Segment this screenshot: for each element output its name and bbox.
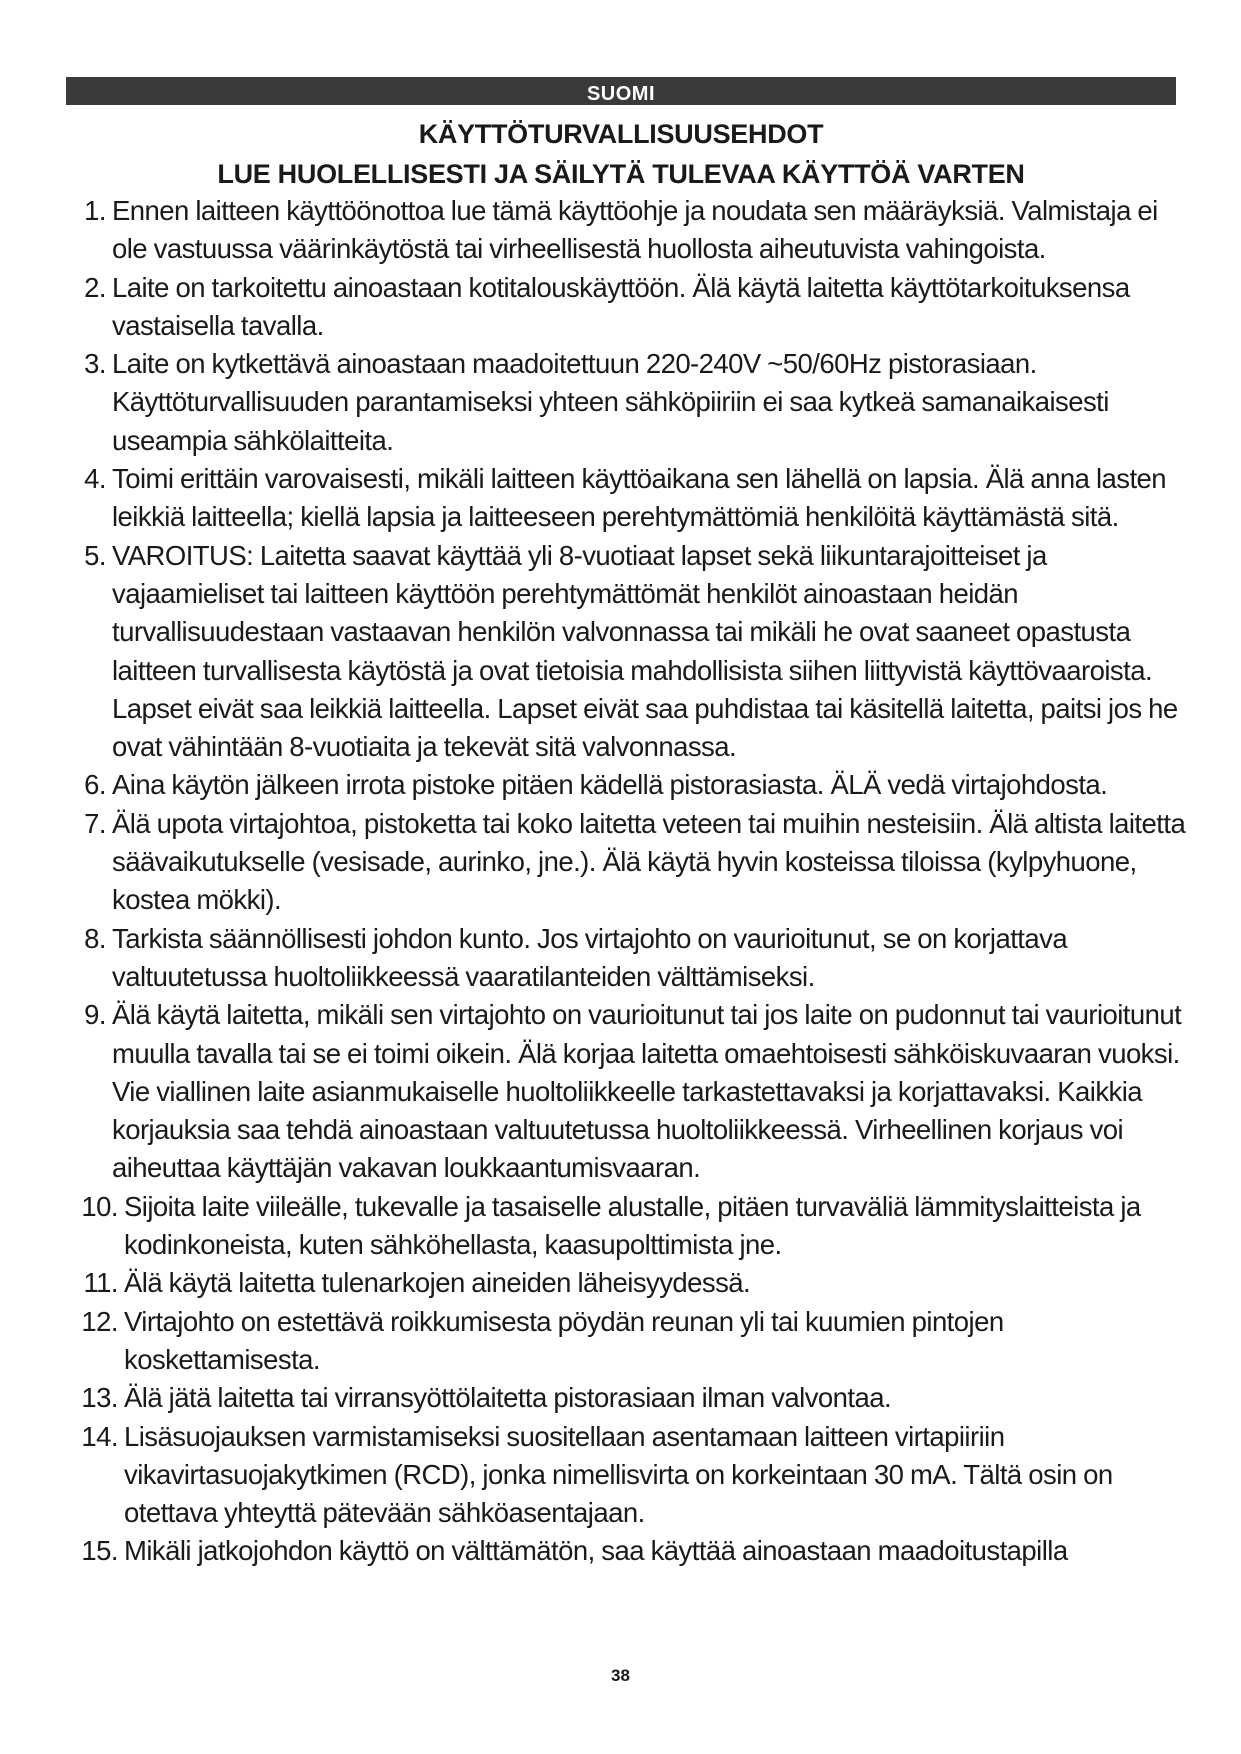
list-item — [66, 345, 1196, 460]
item-number: 5. — [84, 539, 106, 571]
list-item — [66, 766, 1196, 804]
item-number: 9. — [84, 999, 106, 1031]
item-number: 3. — [84, 348, 106, 380]
item-text: Laite on tarkoitettu ainoastaan kotitalouskäyttöön. Älä käytä laitetta käyttötarkoituksensa vastaisella tavalla. — [112, 271, 1130, 341]
item-text: Älä käytä laitetta tulenarkojen aineiden läheisyydessä. — [124, 1267, 751, 1299]
item-number: 2. — [84, 271, 106, 303]
item-number: 15. — [81, 1535, 118, 1567]
list-item — [66, 1418, 1196, 1533]
item-text: Toimi erittäin varovaisesti, mikäli laitteen käyttöaikana sen lähellä on lapsia. Älä anna lasten leikkiä laitteella; kiellä lapsia ja laitteeseen perehtymättömiä henkilöitä käyttämästä sitä. — [112, 463, 1167, 533]
list-item — [66, 996, 1196, 1187]
list-item — [66, 1188, 1196, 1265]
item-text: Älä upota virtajohtoa, pistoketta tai koko laitetta veteen tai muihin nesteisiin. Älä altista laitetta säävaikutukselle (vesisade, aurinko, jne.). Älä käytä hyvin kosteissa tiloissa (kylpyhuone, kostea mökki). — [112, 807, 1186, 916]
item-number: 4. — [84, 463, 106, 495]
list-item — [66, 805, 1196, 920]
safety-instructions-list — [66, 192, 1196, 1571]
list-item — [66, 460, 1196, 537]
item-number: 8. — [84, 922, 106, 954]
item-number: 7. — [84, 807, 106, 839]
item-text: Tarkista säännöllisesti johdon kunto. Jos virtajohto on vaurioitunut, se on korjattava valtuutetussa huoltoliikkeessä vaaratilanteiden välttämiseksi. — [112, 922, 1068, 992]
item-text: Mikäli jatkojohdon käyttö on välttämätön, saa käyttää ainoastaan maadoitustapilla — [124, 1535, 1068, 1567]
page-subtitle: LUE HUOLELLISESTI JA SÄILYTÄ TULEVAA KÄYTTÖÄ VARTEN — [217, 159, 1025, 189]
list-item — [66, 537, 1196, 767]
item-text: Aina käytön jälkeen irrota pistoke pitäen kädellä pistorasiasta. ÄLÄ vedä virtajohdosta. — [112, 769, 1108, 801]
item-text: Sijoita laite viileälle, tukevalle ja tasaiselle alustalle, pitäen turvaväliä lämmityslaitteista ja kodinkoneista, kuten sähköhellasta, kaasupolttimista jne. — [124, 1190, 1141, 1261]
item-text: Virtajohto on estettävä roikkumisesta pöydän reunan yli tai kuumien pintojen koskettamisesta. — [124, 1305, 1004, 1375]
item-number: 12. — [81, 1305, 118, 1337]
list-item — [66, 1532, 1196, 1570]
item-text: Älä jätä laitetta tai virransyöttölaitetta pistorasiaan ilman valvontaa. — [124, 1382, 892, 1414]
item-number: 10. — [81, 1190, 118, 1222]
language-header-bar: SUOMI — [66, 77, 1176, 105]
item-number: 6. — [84, 769, 106, 801]
item-text: Laite on kytkettävä ainoastaan maadoitettuun 220-240V ~50/60Hz pistorasiaan. Käyttöturvallisuuden parantamiseksi yhteen sähköpiiriin ei saa kytkeä samanaikaisesti useampia sähkölaitteita. — [112, 348, 1109, 456]
page-number: 38 — [611, 1666, 630, 1685]
item-text: Älä käytä laitetta, mikäli sen virtajohto on vaurioitunut tai jos laite on pudonnut tai vaurioitunut muulla tavalla tai se ei toimi oikein. Älä korjaa laitetta omaehtoisesti sähköiskuvaaran vuoksi. Vie viallinen laite asianmukaiselle huoltoliikkeelle tarkastettavaksi ja korjattavaksi. Kaikkia korjauksia saa tehdä ainoastaan valtuutetussa huoltoliikkeessä. Virheellinen korjaus voi aiheuttaa käyttäjän vakavan loukkaantumisvaaran. — [112, 999, 1182, 1184]
page-title: KÄYTTÖTURVALLISUUSEHDOT — [418, 119, 824, 149]
list-item — [66, 920, 1196, 997]
item-number: 1. — [84, 195, 106, 226]
item-number: 11. — [83, 1267, 118, 1299]
list-item — [66, 1379, 1196, 1417]
item-number: 14. — [81, 1420, 118, 1452]
item-text: Lisäsuojauksen varmistamiseksi suositellaan asentamaan laitteen virtapiiriin vikavirtasuojakytkimen (RCD), jonka nimellisvirta on korkeintaan 30 mA. Tältä osin on otettava yhteyttä pätevään sähköasentajaan. — [124, 1420, 1113, 1529]
item-text: VAROITUS: Laitetta saavat käyttää yli 8-vuotiaat lapset sekä liikuntarajoitteiset ja vajaamieliset tai laitteen käyttöön perehtymättömät henkilöt ainoastaan heidän turvallisuudestaan vastaavan henkilön valvonnassa tai mikäli he ovat saaneet opastusta laitteen turvallisesta käytöstä ja ovat tietoisia mahdollisista siihen liittyvistä käyttövaaroista. Lapset eivät saa leikkiä laitteella. Lapset eivät saa puhdistaa tai käsitellä laitetta, paitsi jos he ovat vähintään 8-vuotiaita ja tekevät sitä valvonnassa. — [112, 539, 1178, 763]
list-item — [66, 192, 1196, 269]
item-text: Ennen laitteen käyttöönottoa lue tämä käyttöohje ja noudata sen määräyksiä. Valmistaja ei ole vastuussa väärinkäytöstä tai virheellisestä huollosta aiheutuvista vahingoista. — [112, 195, 1158, 265]
item-number: 13. — [81, 1382, 118, 1414]
list-item — [66, 269, 1196, 346]
list-item — [66, 1264, 1196, 1302]
list-item — [66, 1303, 1196, 1380]
